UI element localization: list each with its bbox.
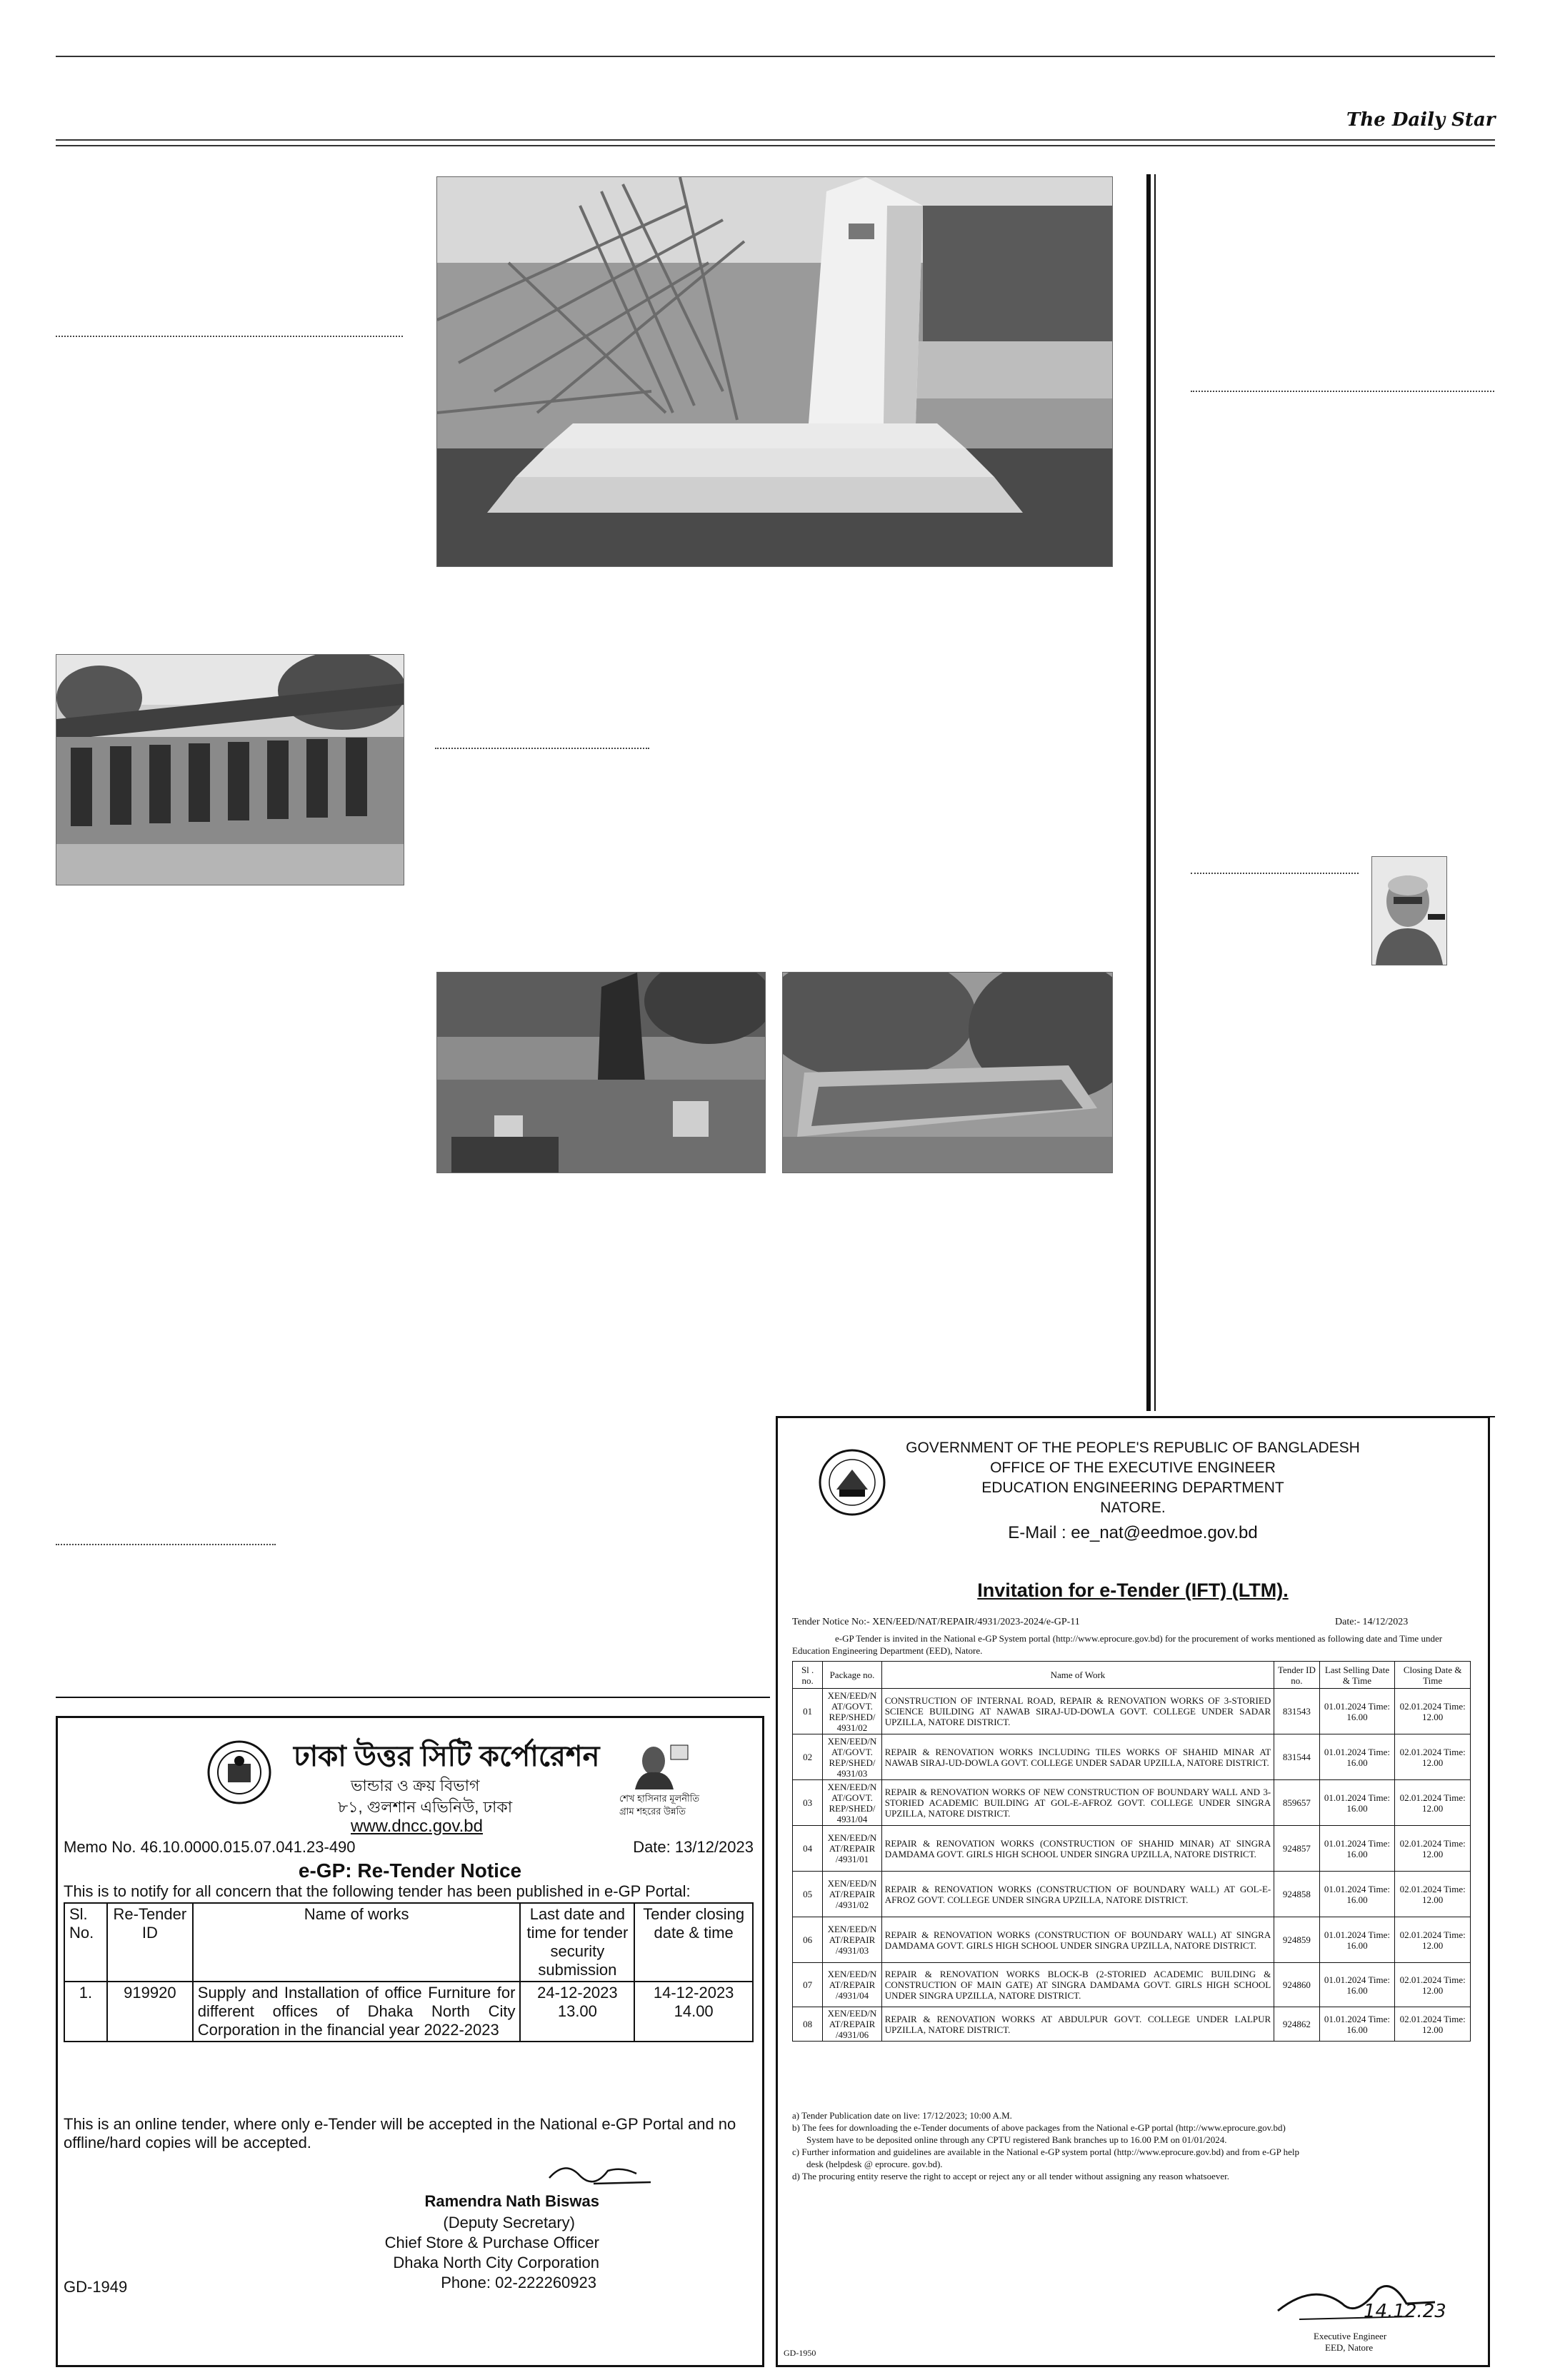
eed-table-row bbox=[793, 1917, 1471, 1963]
eed-cell-sl: 04 bbox=[793, 1826, 823, 1872]
masthead-logo: The Daily Star bbox=[1346, 109, 1496, 131]
eed-cell-sell: 01.01.2024 Time: 16.00 bbox=[1319, 1917, 1395, 1963]
memorial-photo-1 bbox=[436, 972, 766, 1173]
byline-rule-5 bbox=[56, 1544, 276, 1545]
eed-cell-sl: 06 bbox=[793, 1917, 823, 1963]
row-last-date: 24-12-2023 bbox=[537, 1984, 618, 2002]
dncc-address-bn: ৮১, গুলশান এভিনিউ, ঢাকা bbox=[338, 1798, 513, 1816]
eed-signer-2: EED, Natore bbox=[1325, 2342, 1374, 2353]
gd-code-1: GD-1949 bbox=[64, 2278, 128, 2296]
eed-cell-tid: 924858 bbox=[1274, 1872, 1319, 1917]
eed-cell-close: 02.01.2024 Time: 12.00 bbox=[1395, 1826, 1471, 1872]
top-rule bbox=[56, 56, 1495, 57]
eed-cell-close: 02.01.2024 Time: 12.00 bbox=[1395, 1780, 1471, 1826]
table-header-row bbox=[64, 1903, 753, 1982]
eed-cell-work: REPAIR & RENOVATION WORKS (CONSTRUCTION OF BOUNDARY WALL) AT SINGRA DAMDAMA GOVT. GIRLS HIGH SCHOOL UNDER SINGRA UPZILLA, NATORE DISTRICT. bbox=[881, 1917, 1274, 1963]
col-header-id: Re-Tender ID bbox=[107, 1903, 193, 1982]
eed-cell-close: 02.01.2024 Time: 12.00 bbox=[1395, 1689, 1471, 1734]
signer-title-1: (Deputy Secretary) bbox=[443, 2214, 575, 2231]
eed-cell-tid: 831543 bbox=[1274, 1689, 1319, 1734]
eed-col-header-sell: Last Selling Date & Time bbox=[1319, 1662, 1395, 1689]
col-header-last: Last date and time for tender security submission bbox=[520, 1903, 634, 1982]
eed-table-row bbox=[793, 1826, 1471, 1872]
eed-cell-sl: 05 bbox=[793, 1872, 823, 1917]
eed-sign-date: 14.12.23 bbox=[1364, 2301, 1446, 2322]
column-divider-thin bbox=[1154, 174, 1156, 1411]
notice-title: e-GP: Re-Tender Notice bbox=[298, 1859, 522, 1882]
side-portrait bbox=[629, 1742, 689, 1789]
eed-cell-work: REPAIR & RENOVATION WORKS INCLUDING TILES WORKS OF SHAHID MINAR AT NAWAB SIRAJ-UD-DOWLA GOVT. COLLEGE UNDER SADAR UPZILLA, NATORE DISTRICT. bbox=[881, 1734, 1274, 1780]
eed-cell-sell: 01.01.2024 Time: 16.00 bbox=[1319, 2007, 1395, 2042]
eed-cell-sl: 01 bbox=[793, 1689, 823, 1734]
signer-org: Dhaka North City Corporation bbox=[393, 2254, 599, 2271]
eed-col-header-pkg: Package no. bbox=[823, 1662, 881, 1689]
building-photo bbox=[56, 654, 404, 885]
eed-cell-tid: 924860 bbox=[1274, 1963, 1319, 2007]
header-rule-1 bbox=[56, 139, 1495, 141]
eed-cell-close: 02.01.2024 Time: 12.00 bbox=[1395, 1963, 1471, 2007]
eed-head-4: NATORE. bbox=[1100, 1500, 1166, 1516]
eed-cell-pkg: XEN/EED/N AT/REPAIR /4931/02 bbox=[823, 1872, 881, 1917]
eed-col-header-work: Name of Work bbox=[881, 1662, 1274, 1689]
eed-cell-sell: 01.01.2024 Time: 16.00 bbox=[1319, 1963, 1395, 2007]
eed-cell-sl: 08 bbox=[793, 2007, 823, 2042]
eed-table-header-row bbox=[793, 1662, 1471, 1689]
eed-head-3: EDUCATION ENGINEERING DEPARTMENT bbox=[981, 1480, 1284, 1496]
dncc-website: www.dncc.gov.bd bbox=[351, 1817, 483, 1836]
eed-col-header-close: Closing Date & Time bbox=[1395, 1662, 1471, 1689]
row-sl: 1. bbox=[64, 1982, 107, 2042]
signer-title-2: Chief Store & Purchase Officer bbox=[384, 2234, 599, 2251]
byline-rule-2 bbox=[435, 748, 649, 749]
notice-intro: This is to notify for all concern that the following tender has been published in e-GP Portal: bbox=[64, 1882, 691, 1900]
row-close-time: 14.00 bbox=[674, 2002, 714, 2020]
eed-col-header-tid: Tender ID no. bbox=[1274, 1662, 1319, 1689]
eed-table-row bbox=[793, 1734, 1471, 1780]
eed-note-line: c) Further information and guidelines are available in the National e-GP system portal (http://www.eprocure.gov.bd) and from e-GP help bbox=[792, 2146, 1299, 2157]
eed-cell-work: REPAIR & RENOVATION WORKS AT ABDULPUR GOVT. COLLEGE UNDER LALPUR UPZILLA, NATORE DISTRICT. bbox=[881, 2007, 1274, 2042]
eed-table-row bbox=[793, 1780, 1471, 1826]
row-works: Supply and Installation of office Furniture for different offices of Dhaka North City Corporation in the financial year 2022-2023 bbox=[193, 1982, 521, 2042]
eed-head-2: OFFICE OF THE EXECUTIVE ENGINEER bbox=[990, 1460, 1276, 1476]
eed-cell-pkg: XEN/EED/N AT/GOVT. REP/SHED/ 4931/04 bbox=[823, 1780, 881, 1826]
eed-note-line: System have to be deposited online through any CPTU registered Bank branches up to 16.00 P.M on 01/01/2024. bbox=[806, 2134, 1227, 2145]
dncc-emblem-icon bbox=[206, 1739, 272, 1805]
eed-tender-table bbox=[792, 1661, 1471, 2042]
columnist-photo bbox=[1371, 856, 1447, 965]
signer-phone: Phone: 02-222260923 bbox=[441, 2274, 596, 2291]
eed-title: Invitation for e-Tender (IFT) (LTM). bbox=[977, 1580, 1289, 1601]
eed-cell-tid: 831544 bbox=[1274, 1734, 1319, 1780]
row-last-time: 13.00 bbox=[557, 2002, 597, 2020]
eed-cell-sell: 01.01.2024 Time: 16.00 bbox=[1319, 1734, 1395, 1780]
memorial-photo-2 bbox=[782, 972, 1113, 1173]
byline-rule-4 bbox=[1191, 873, 1359, 874]
eed-cell-pkg: XEN/EED/N AT/REPAIR /4931/04 bbox=[823, 1963, 881, 2007]
eed-cell-work: REPAIR & RENOVATION WORKS (CONSTRUCTION OF BOUNDARY WALL) AT GOL-E-AFROZ GOVT. COLLEGE UNDER SINGRA UPZILLA, NATORE DISTRICT. bbox=[881, 1872, 1274, 1917]
table-row bbox=[64, 1982, 753, 2042]
eed-tender-ad bbox=[776, 1416, 1490, 2367]
eed-email: E-Mail : ee_nat@eedmoe.gov.bd bbox=[1008, 1523, 1258, 1542]
eed-cell-pkg: XEN/EED/N AT/GOVT. REP/SHED/ 4931/03 bbox=[823, 1734, 881, 1780]
eed-cell-work: REPAIR & RENOVATION WORKS OF NEW CONSTRUCTION OF BOUNDARY WALL AND 3-STORIED ACADEMIC BUILDING AT GOL-E-AFROZ GOVT. COLLEGE UNDER SINGRA UPZILLA, NATORE DISTRICT. bbox=[881, 1780, 1274, 1826]
signature-mark bbox=[544, 2156, 658, 2189]
eed-note-line: a) Tender Publication date on live: 17/12/2023; 10:00 A.M. bbox=[792, 2110, 1012, 2121]
dncc-org-name-bn: ঢাকা উত্তর সিটি কর্পোরেশন bbox=[294, 1741, 600, 1772]
eed-note-line: b) The fees for downloading the e-Tender documents of above packages from the National e-GP portal (http://www.eprocure.gov.bd) bbox=[792, 2122, 1286, 2133]
eed-table-row bbox=[793, 1872, 1471, 1917]
eed-cell-work: REPAIR & RENOVATION WORKS (CONSTRUCTION OF SHAHID MINAR) AT SINGRA DAMDAMA GOVT. GIRLS HIGH SCHOOL UNDER SINGRA UPZILLA, NATORE DISTRICT. bbox=[881, 1826, 1274, 1872]
signer-name: Ramendra Nath Biswas bbox=[424, 2192, 599, 2210]
eed-cell-tid: 924859 bbox=[1274, 1917, 1319, 1963]
eed-cell-close: 02.01.2024 Time: 12.00 bbox=[1395, 1872, 1471, 1917]
eed-cell-sell: 01.01.2024 Time: 16.00 bbox=[1319, 1872, 1395, 1917]
notice-date: Date: 13/12/2023 bbox=[633, 1838, 754, 1856]
eed-notice-no: Tender Notice No:- XEN/EED/NAT/REPAIR/4931/2023-2024/e-GP-11 bbox=[792, 1617, 1080, 1627]
section-rule-left bbox=[56, 1697, 770, 1698]
eed-table-row bbox=[793, 1963, 1471, 2007]
tender-table bbox=[64, 1902, 754, 2042]
eed-cell-sl: 07 bbox=[793, 1963, 823, 2007]
eed-date: Date:- 14/12/2023 bbox=[1335, 1617, 1409, 1627]
eed-cell-tid: 859657 bbox=[1274, 1780, 1319, 1826]
eed-cell-close: 02.01.2024 Time: 12.00 bbox=[1395, 1734, 1471, 1780]
eed-notes bbox=[792, 2109, 1471, 2182]
col-header-closing: Tender closing date & time bbox=[634, 1903, 753, 1982]
eed-cell-sl: 02 bbox=[793, 1734, 823, 1780]
memo-number: Memo No. 46.10.0000.015.07.041.23-490 bbox=[64, 1838, 356, 1856]
byline-rule-3 bbox=[1191, 391, 1494, 392]
eed-cell-tid: 924857 bbox=[1274, 1826, 1319, 1872]
eed-cell-pkg: XEN/EED/N AT/GOVT. REP/SHED/ 4931/02 bbox=[823, 1689, 881, 1734]
side-caption-1: শেখ হাসিনার মূলনীতি bbox=[619, 1793, 700, 1804]
eed-cell-close: 02.01.2024 Time: 12.00 bbox=[1395, 2007, 1471, 2042]
eed-cell-sell: 01.01.2024 Time: 16.00 bbox=[1319, 1689, 1395, 1734]
eed-note-line: desk (helpdesk @ eprocure. gov.bd). bbox=[806, 2159, 943, 2169]
eed-cell-close: 02.01.2024 Time: 12.00 bbox=[1395, 1917, 1471, 1963]
eed-cell-tid: 924862 bbox=[1274, 2007, 1319, 2042]
footer-note: This is an online tender, where only e-Tender will be accepted in the National e-GP Portal and no offline/hard copies will be accepted. bbox=[64, 2115, 736, 2151]
col-header-works: Name of works bbox=[193, 1903, 521, 1982]
eed-col-header-sl: Sl . no. bbox=[793, 1662, 823, 1689]
col-header-sl: Sl. No. bbox=[64, 1903, 107, 1982]
eed-cell-pkg: XEN/EED/N AT/REPAIR /4931/03 bbox=[823, 1917, 881, 1963]
eed-cell-sell: 01.01.2024 Time: 16.00 bbox=[1319, 1826, 1395, 1872]
dncc-dept-bn: ভান্ডার ও ক্রয় বিভাগ bbox=[351, 1777, 480, 1794]
monument-photo bbox=[436, 176, 1113, 567]
byline-rule-1 bbox=[56, 336, 403, 337]
column-divider-thick bbox=[1146, 174, 1151, 1411]
eed-cell-pkg: XEN/EED/N AT/REPAIR /4931/06 bbox=[823, 2007, 881, 2042]
eed-cell-pkg: XEN/EED/N AT/REPAIR /4931/01 bbox=[823, 1826, 881, 1872]
eed-cell-work: CONSTRUCTION OF INTERNAL ROAD, REPAIR & RENOVATION WORKS OF 3-STORIED SCIENCE BUILDING AT NAWAB SIRAJ-UD-DOWLA GOVT. COLLEGE UNDER SADAR UPZILLA, NATORE DISTRICT. bbox=[881, 1689, 1274, 1734]
eed-note-line: d) The procuring entity reserve the right to accept or reject any or all tender without assigning any reason whatsoever. bbox=[792, 2171, 1229, 2181]
row-last bbox=[520, 1982, 634, 2042]
eed-intro: e-GP Tender is invited in the National e-GP System portal (http://www.eprocure.gov.bd) for the procurement of works mentioned as following date and Time under Education Engineering Department (EED), Natore. bbox=[792, 1633, 1443, 1656]
header-rule-2 bbox=[56, 145, 1495, 146]
side-caption-2: গ্রাম শহরের উন্নতি bbox=[619, 1806, 686, 1817]
eed-table-row bbox=[793, 2007, 1471, 2042]
eed-head-1: GOVERNMENT OF THE PEOPLE'S REPUBLIC OF BANGLADESH bbox=[906, 1440, 1360, 1456]
eed-cell-sl: 03 bbox=[793, 1780, 823, 1826]
row-close-date: 14-12-2023 bbox=[653, 1984, 734, 2002]
eed-signer-1: Executive Engineer bbox=[1314, 2331, 1387, 2341]
eed-cell-sell: 01.01.2024 Time: 16.00 bbox=[1319, 1780, 1395, 1826]
dncc-retender-ad bbox=[56, 1716, 764, 2367]
eed-cell-work: REPAIR & RENOVATION WORKS BLOCK-B (2-STORIED ACADEMIC BUILDING & CONSTRUCTION OF MAIN GATE) AT SINGRA DAMDAMA GOVT. GIRLS HIGH SCHOOL UNDER SINGRA UPZILLA, NATORE DISTRICT. bbox=[881, 1963, 1274, 2007]
row-id: 919920 bbox=[107, 1982, 193, 2042]
row-close bbox=[634, 1982, 753, 2042]
eed-table-row bbox=[793, 1689, 1471, 1734]
gd-code-2: GD-1950 bbox=[784, 2348, 816, 2358]
